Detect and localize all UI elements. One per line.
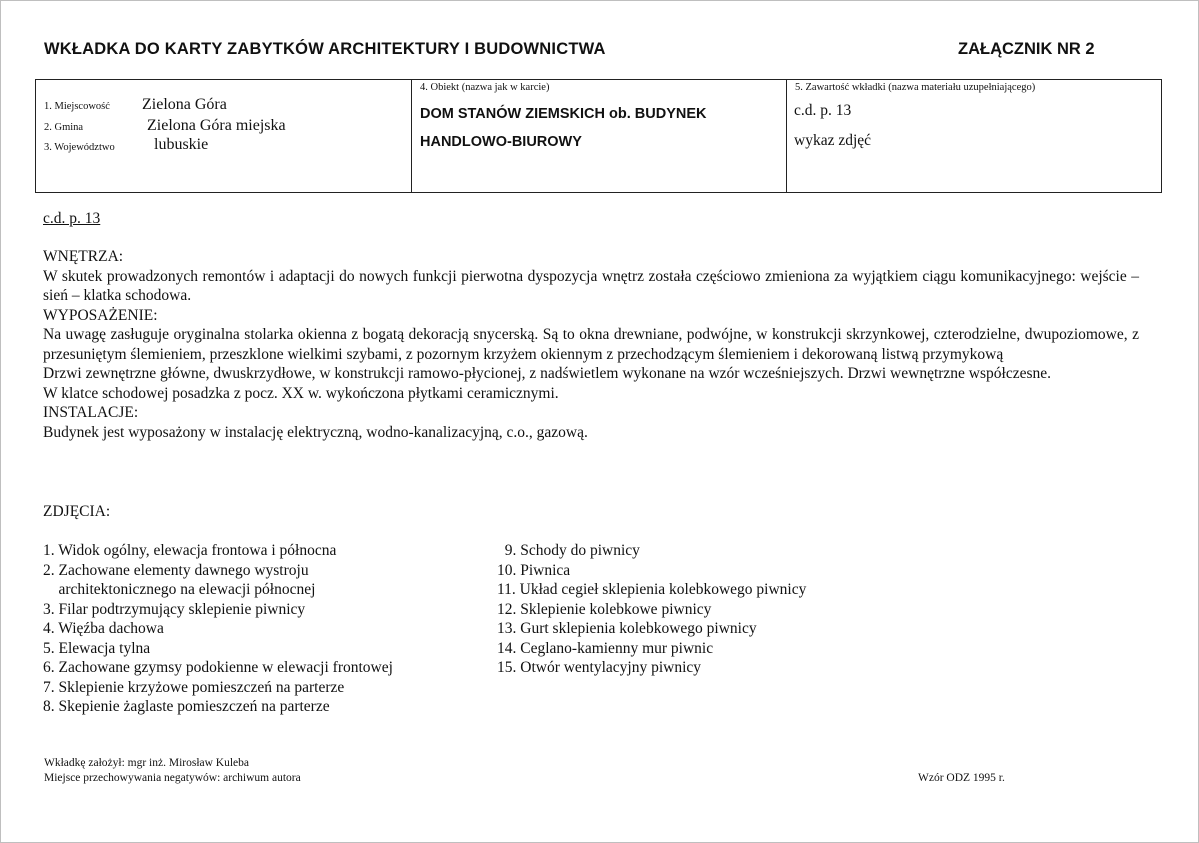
- list-item: 3. Filar podtrzymujący sklepienie piwnicy: [43, 600, 306, 618]
- list-item: 2. Zachowane elementy dawnego wystroju: [43, 561, 309, 579]
- list-item: 15. Otwór wentylacyjny piwnicy: [497, 659, 702, 676]
- equipment-floor-text: W klatce schodowej posadzka z pocz. XX w. wykończona płytkami ceramicznymi.: [43, 384, 559, 402]
- contents-line-1: c.d. p. 13: [794, 102, 852, 119]
- interiors-heading: WNĘTRZA:: [43, 248, 124, 265]
- list-item: 7. Sklepienie krzyżowe pomieszczeń na parterze: [43, 678, 345, 696]
- list-item: 8. Skepienie żaglaste pomieszczeń na parterze: [43, 698, 330, 715]
- object-cell: [412, 80, 787, 192]
- voivodeship-value: lubuskie: [154, 136, 209, 153]
- town-label: 1. Miejscowość: [44, 101, 110, 112]
- object-name: [420, 100, 780, 156]
- photo-list-right: [497, 541, 806, 678]
- description-section: [43, 247, 1139, 442]
- object-name-line-2: HANDLOWO-BIUROWY: [420, 134, 582, 150]
- list-item: architektonicznego na elewacji północnej: [43, 581, 316, 598]
- list-item: 1. Widok ogólny, elewacja frontowa i północna: [43, 542, 337, 559]
- list-item: 11. Układ cegieł sklepienia kolebkowego piwnicy: [497, 581, 807, 598]
- object-name-line-1: DOM STANÓW ZIEMSKICH ob. BUDYNEK: [420, 106, 707, 122]
- continuation-note: c.d. p. 13: [43, 210, 101, 227]
- commune-label: 2. Gmina: [44, 122, 84, 133]
- storage-note: Miejsce przechowywania negatywów: archiwum autora: [44, 772, 301, 784]
- installations-text: Budynek jest wyposażony w instalację elektryczną, wodno-kanalizacyjną, c.o., gazową.: [43, 423, 588, 441]
- list-item: 4. Więźba dachowa: [43, 620, 164, 637]
- contents-cell: [787, 80, 1161, 192]
- town-value: Zielona Góra: [142, 96, 227, 113]
- info-table: [35, 79, 1162, 193]
- contents-line-2: wykaz zdjęć: [794, 132, 872, 149]
- annex-label: ZAŁĄCZNIK NR 2: [958, 40, 1095, 58]
- equipment-heading: WYPOSAŻENIE:: [43, 306, 158, 324]
- list-item: 9. Schody do piwnicy: [497, 542, 640, 559]
- equipment-doors-text: Drzwi zewnętrzne główne, dwuskrzydłowe, w konstrukcji ramowo-płycionej, z nadświetlem wykonane na wzór wcześniejszych. Drzwi wewnętrzne współczesne.: [43, 365, 1052, 382]
- footer-credits: [44, 756, 301, 786]
- commune-value: Zielona Góra miejska: [147, 117, 286, 134]
- photo-list-left: [43, 541, 393, 717]
- list-item: 10. Piwnica: [497, 561, 571, 579]
- voivodeship-label: 3. Województwo: [44, 142, 115, 153]
- location-cell: [36, 80, 412, 192]
- installations-heading: INSTALACJE:: [43, 404, 139, 421]
- template-note: Wzór ODZ 1995 r.: [918, 772, 1005, 784]
- photos-heading: ZDJĘCIA:: [43, 503, 111, 520]
- list-item: 14. Ceglano-kamienny mur piwnic: [497, 639, 714, 657]
- equipment-windows-text: Na uwagę zasługuje oryginalna stolarka okienna z bogatą dekoracją snycerską. Są to okna drewniane, podwójne, w konstrukcji skrzynkowej, czterodzielne, dwupoziomowe, z przesuniętym ślemieniem, przeszklone wielkimi szybami, z pozornym krzyżem okiennym z przechodzącym ślemieniem i dekorowaną listwą przymykową: [43, 326, 1139, 363]
- contents-caption: 5. Zawartość wkładki (nazwa materiału uzupełniającego): [795, 82, 1036, 93]
- interiors-text: W skutek prowadzonych remontów i adaptacji do nowych funkcji pierwotna dyspozycja wnętrz została częściowo zmieniona za wyjątkiem ciągu komunikacyjnego: wejście – sień – klatka schodowa.: [43, 267, 1139, 304]
- list-item: 13. Gurt sklepienia kolebkowego piwnicy: [497, 620, 757, 637]
- form-title: WKŁADKA DO KARTY ZABYTKÓW ARCHITEKTURY I BUDOWNICTWA: [44, 40, 606, 58]
- object-caption: 4. Obiekt (nazwa jak w karcie): [420, 82, 550, 93]
- author-note: Wkładkę założył: mgr inż. Mirosław Kuleba: [44, 757, 250, 769]
- list-item: 5. Elewacja tylna: [43, 639, 151, 657]
- list-item: 6. Zachowane gzymsy podokienne w elewacji frontowej: [43, 659, 393, 676]
- list-item: 12. Sklepienie kolebkowe piwnicy: [497, 600, 712, 618]
